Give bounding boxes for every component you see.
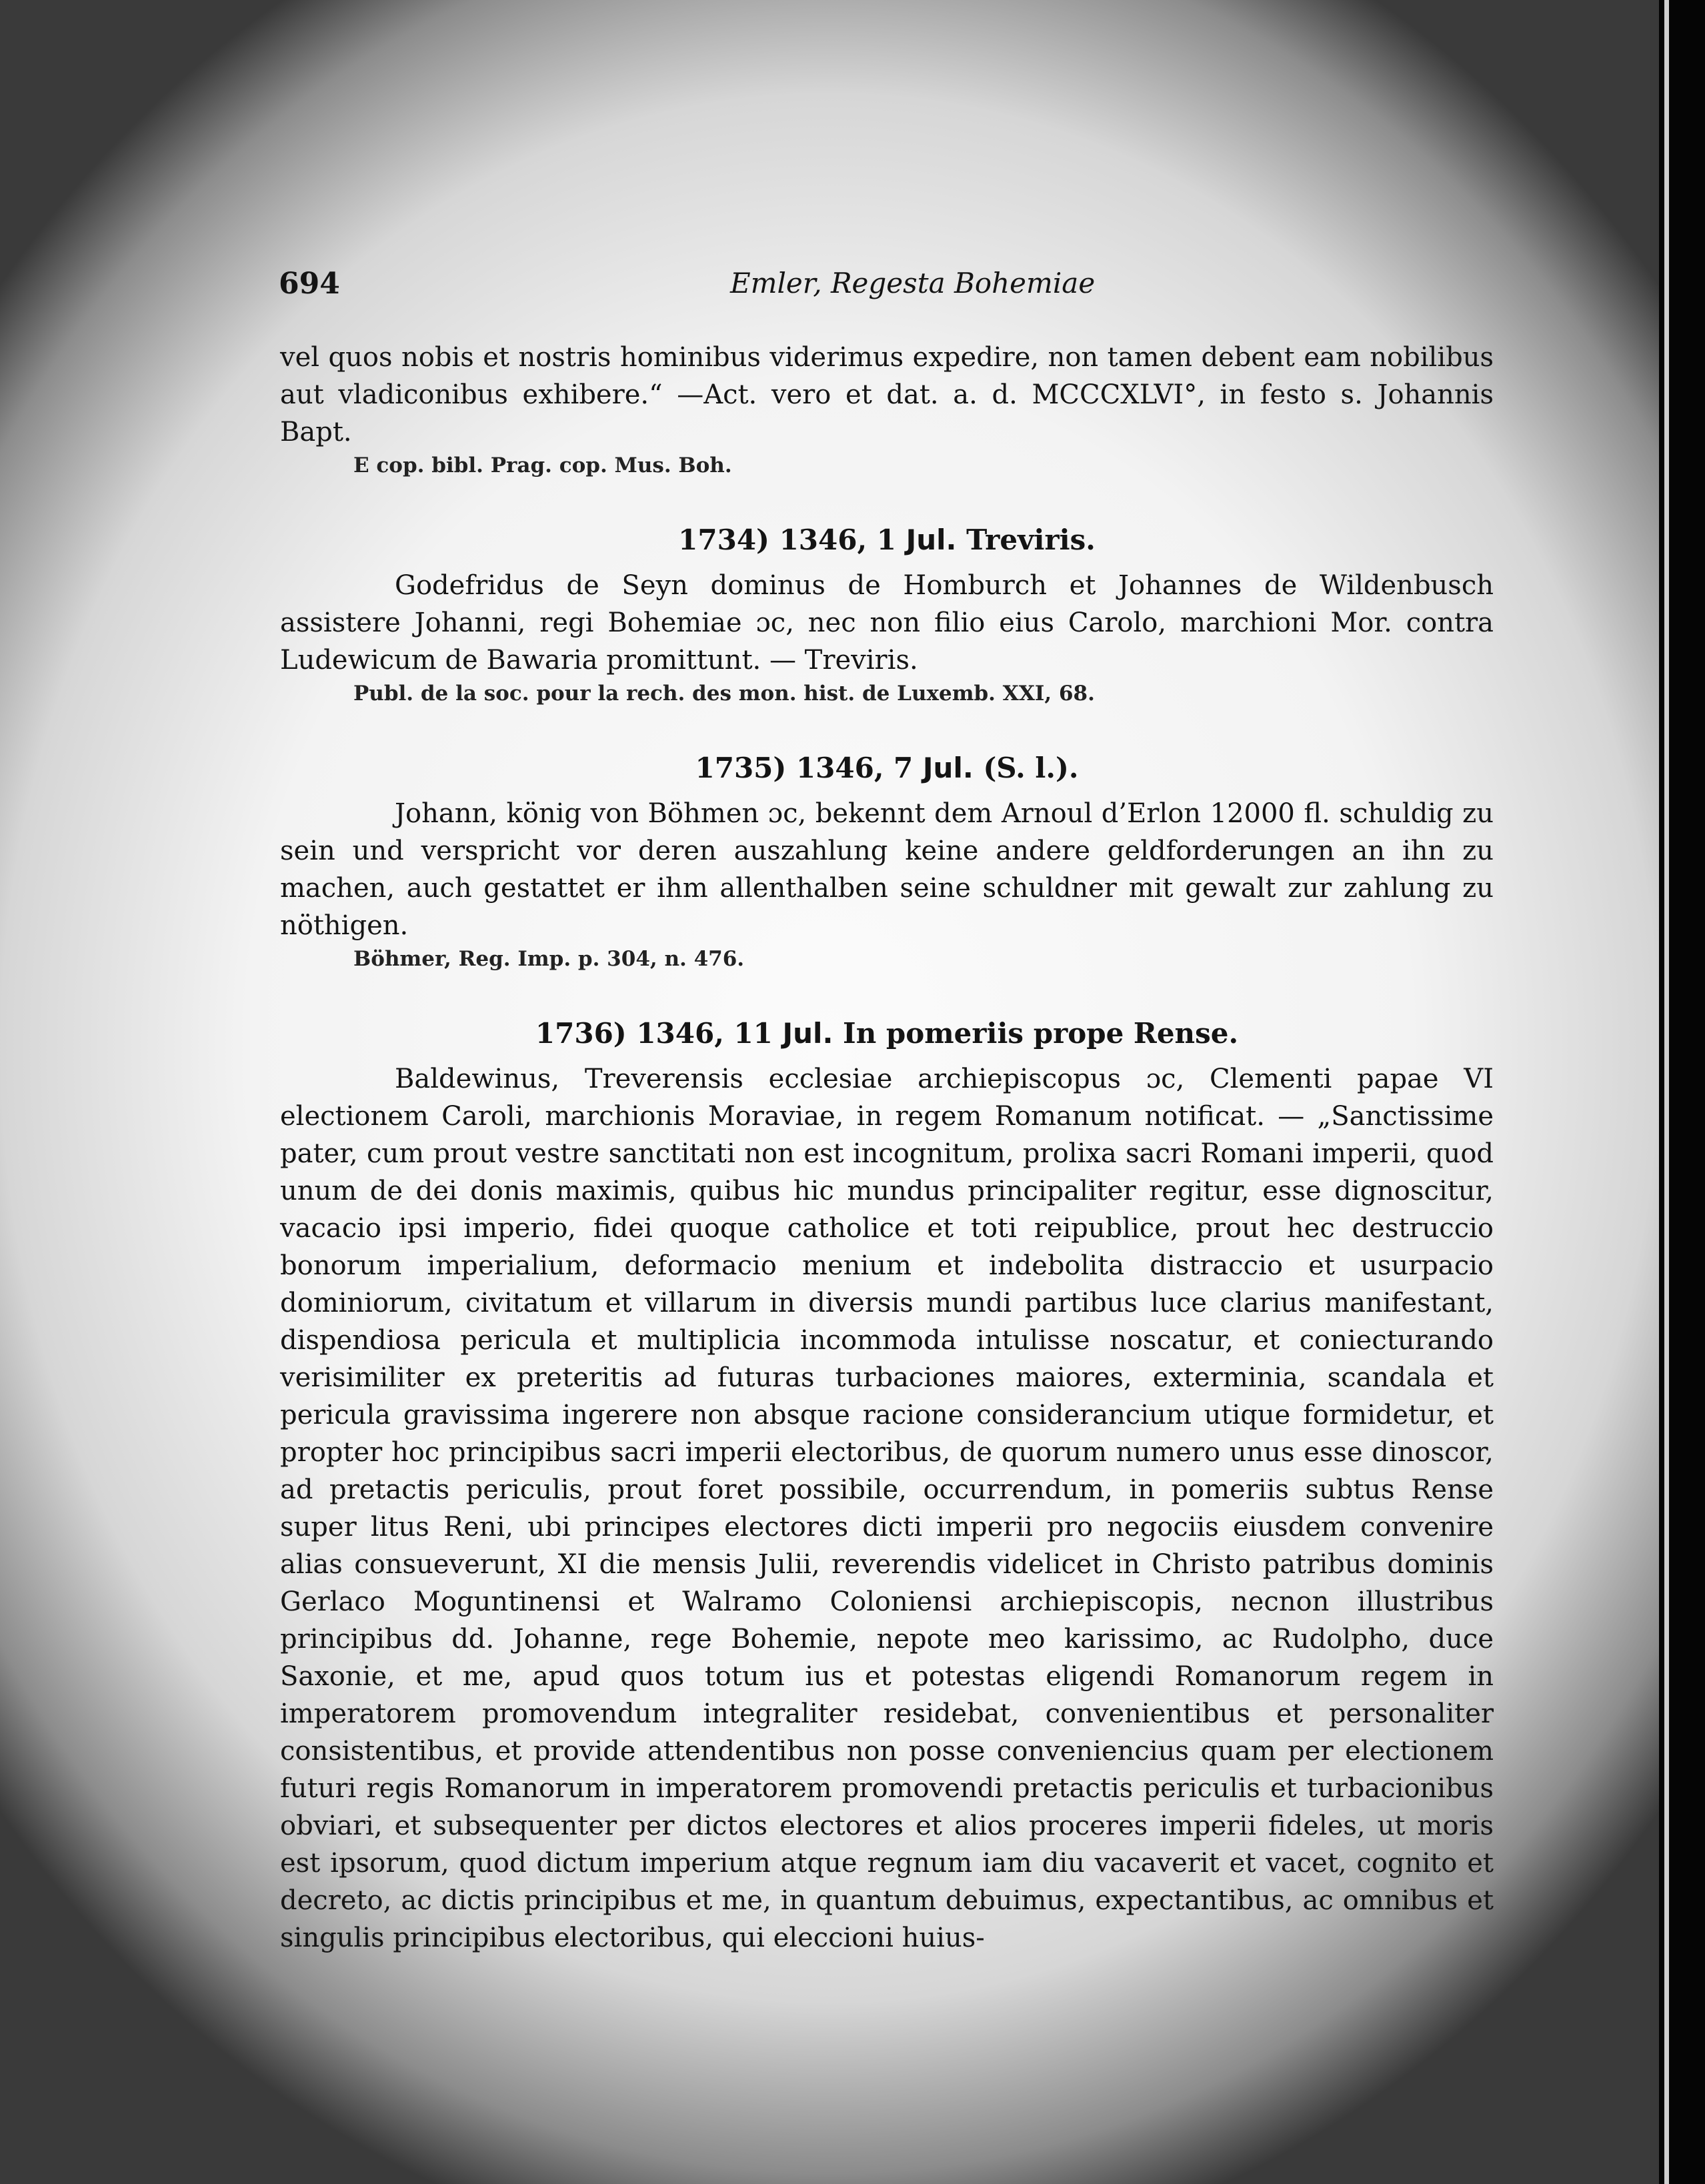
entry-month: Jul. <box>906 523 957 556</box>
entry-text: Johann, könig von Böhmen ɔc, bekennt dem Arnoul d’Erlon 12000 fl. schuldig zu sein und verspricht vor deren auszahlung keine andere geldforderungen an ihn zu machen, auch gestattet er ihm allenthalben seine schuldner mit gewalt zur zahlung zu nöthigen. <box>280 798 1494 941</box>
entry-date: 1346, 11 <box>636 1017 773 1050</box>
page-header <box>0 267 1659 313</box>
entry-source: Böhmer, Reg. Imp. p. 304, n. 476. <box>353 947 745 971</box>
page-number: 694 <box>279 267 340 301</box>
entry-place: In pomeriis prope Rense. <box>843 1017 1239 1050</box>
entry-place: Treviris. <box>966 523 1096 556</box>
text-column <box>280 339 1494 1957</box>
entry-text: Godefridus de Seyn dominus de Homburch et Johannes de Wildenbusch assistere Johanni, regi Bohemiae ɔc, nec non filio eius Carolo, marchioni Mor. contra Ludewicum de Bawaria promittunt. — Treviris. <box>280 570 1494 676</box>
entry-date: 1346, 7 <box>795 752 914 784</box>
continuation-text: vel quos nobis et nostris hominibus viderimus expedire, non tamen debent eam nobilibus aut vladiconibus exhibere.“ —Act. vero et dat. a. d. MCCCXLVI°, in festo s. Johannis Bapt. <box>280 342 1494 447</box>
entry-source: Publ. de la soc. pour la rech. des mon. hist. de Luxemb. XXI, 68. <box>353 682 1095 706</box>
entry-heading <box>280 521 1494 559</box>
running-title: Emler, Regesta Bohemiae <box>730 267 1096 299</box>
entry-number: 1735) <box>695 752 787 784</box>
entry-number: 1736) <box>535 1017 627 1050</box>
entry-month: Jul. <box>922 752 974 784</box>
entry-number: 1734) <box>678 523 769 556</box>
entry-month: Jul. <box>782 1017 833 1050</box>
entry-heading <box>280 750 1494 787</box>
entry-place: (S. l.). <box>983 752 1079 784</box>
continuation-source: E cop. bibl. Prag. cop. Mus. Boh. <box>353 453 732 477</box>
entry-date: 1346, 1 <box>779 523 896 556</box>
entry-text: Baldewinus, Treverensis ecclesiae archiepiscopus ɔc, Clementi papae VI electionem Caroli, marchionis Moraviae, in regem Romanum notificat. — „Sanctissime pater, cum prout vestre sanctitati non est incognitum, prolixa sacri Romani imperii, quod unum de dei donis maximis, quibus hic mundus principaliter regitur, esse dignoscitur, vacacio ipsi imperio, fidei quoque catholice et toti reipublice, prout hec destruccio bonorum imperialium, deformacio menium et indebolita distraccio et usurpacio dominiorum, civitatum et villarum in diversis mundi partibus luce clarius manifestant, dispendiosa pericula et multiplicia incommoda intulisse noscatur, et coniecturando verisimiliter ex preteritis ad futuras turbaciones maiores, exterminia, scandala et pericula gravissima ingerere non absque racione considerancium utique formidetur, et propter hoc principibus sacri imperii electoribus, de quorum numero unus esse dinoscor, ad pretactis periculis, prout foret possibile, occurrendum, in pomeriis subtus Rense super litus Reni, ubi principes electores dicti imperii pro negociis eiusdem convenire alias consueverunt, XI die mensis Julii, reverendis videlicet in Christo patribus dominis Gerlaco Moguntinensi et Walramo Coloniensi archiepiscopis, necnon illustribus principibus dd. Johanne, rege Bohemie, nepote meo karissimo, ac Rudolpho, duce Saxonie, et me, apud quos totum ius et potestas eligendi Romanorum regem in imperatorem promovendum integraliter residebat, convenientibus et personaliter consistentibus, et provide attendentibus non posse conveniencius quam per electionem futuri regis Romanorum in imperatorem promovendi pretactis periculis et turbacionibus obviari, et subsequenter per dictos electores et alios proceres imperii fideles, ut moris est ipsorum, quod dictum imperium atque regnum iam diu vacaverit et vacet, cognito et decreto, ac dictis principibus et me, in quantum debuimus, expectantibus, ac omnibus et singulis principibus electoribus, qui eleccioni huius- <box>280 1064 1494 1953</box>
scan-edge-stripe <box>1664 0 1669 2184</box>
entry-heading <box>280 1015 1494 1052</box>
